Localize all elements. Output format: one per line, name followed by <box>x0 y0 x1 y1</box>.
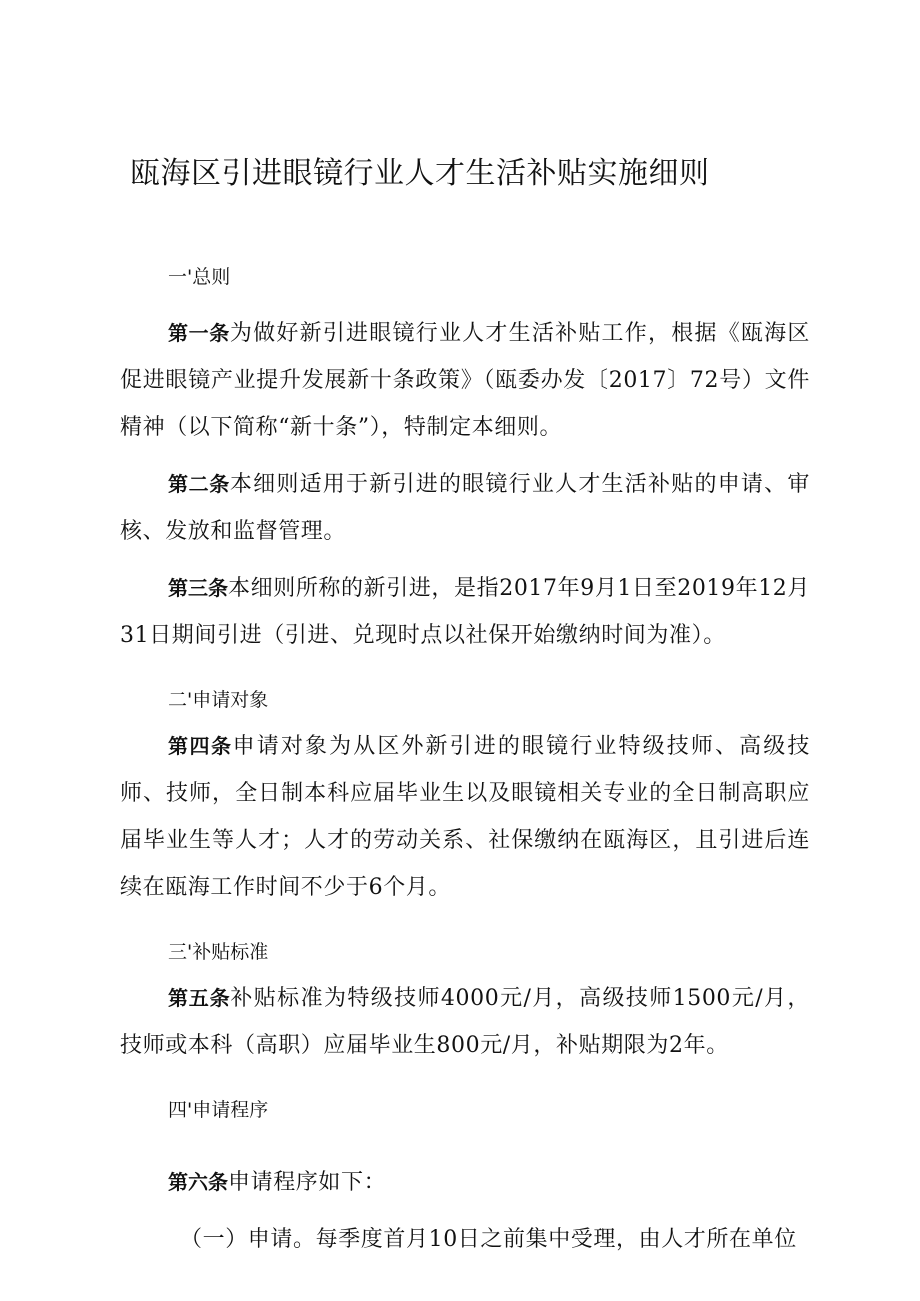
article-6-text: 申请程序如下： <box>228 1170 387 1195</box>
article-2-lead: 第二条 <box>168 472 230 496</box>
document-title: 瓯海区引进眼镜行业人才生活补贴实施细则 <box>130 156 710 191</box>
article-3 <box>120 565 810 659</box>
section-heading-applicants: 二'申请对象 <box>168 689 269 711</box>
article-1 <box>120 310 810 451</box>
article-3-lead: 第三条 <box>168 576 229 600</box>
section-heading-subsidy-standard: 三'补贴标准 <box>168 941 269 963</box>
article-3-text: 本细则所称的新引进，是指2017年9月1日至2019年12月31日期间引进（引进、兑现时点以社保开始缴纳时间为准）。 <box>120 576 811 648</box>
article-1-lead: 第一条 <box>168 321 230 345</box>
section-heading-general: 一'总则 <box>168 266 231 288</box>
article-4-text: 申请对象为从区外新引进的眼镜行业特级技师、高级技师、技师，全日制本科应届毕业生以及眼镜相关专业的全日制高职应届毕业生等人才；人才的劳动关系、社保缴纳在瓯海区，且引进后连续在瓯海工作时间不少于6个月。 <box>120 734 811 900</box>
article-2 <box>120 461 810 555</box>
article-5 <box>120 975 810 1069</box>
article-4-lead: 第四条 <box>168 734 233 758</box>
article-5-text: 补贴标准为特级技师4000元/月，高级技师1500元/月，技师或本科（高职）应届毕业生800元/月，补贴期限为2年。 <box>120 986 811 1058</box>
article-6 <box>120 1159 810 1206</box>
article-6-lead: 第六条 <box>168 1170 228 1194</box>
article-2-text: 本细则适用于新引进的眼镜行业人才生活补贴的申请、审核、发放和监督管理。 <box>120 472 810 544</box>
article-1-text: 为做好新引进眼镜行业人才生活补贴工作，根据《瓯海区促进眼镜产业提升发展新十条政策》（瓯委办发〔2017〕72号）文件精神（以下简称“新十条”），特制定本细则。 <box>120 321 810 440</box>
article-4 <box>120 723 810 911</box>
document-body <box>120 254 810 1263</box>
procedure-item-1: （一）申请。每季度首月10日之前集中受理，由人才所在单位 <box>180 1227 797 1252</box>
article-5-lead: 第五条 <box>168 986 231 1010</box>
section-heading-procedure: 四'申请程序 <box>168 1099 269 1121</box>
